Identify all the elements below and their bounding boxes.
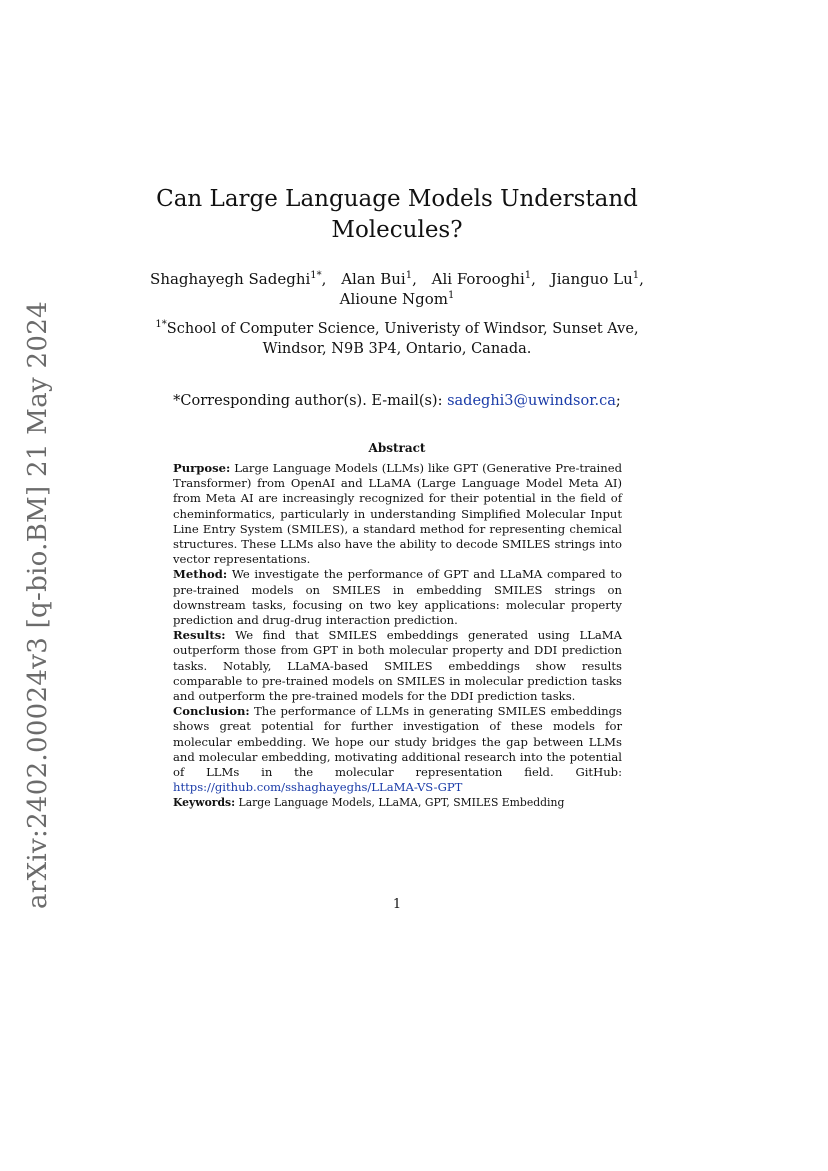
- section-label: Purpose:: [173, 461, 231, 475]
- abstract-purpose: [173, 461, 622, 567]
- title-line-1: Can Large Language Models Understand: [156, 186, 638, 212]
- keywords-label: Keywords:: [173, 796, 236, 809]
- section-label: Method:: [173, 567, 228, 582]
- title-line-2: Molecules?: [331, 217, 463, 243]
- page-number: 1: [392, 897, 402, 912]
- author-affil-mark: 1*: [310, 270, 322, 281]
- corresponding-prefix: *Corresponding author(s). E-mail(s):: [173, 393, 448, 409]
- arxiv-identifier: arXiv:2402.00024v3 [q-bio.BM] 21 May 2024: [23, 301, 53, 909]
- abstract-results: [173, 628, 622, 704]
- section-text: The performance of LLMs in generating SMILES embeddings shows great potential for further investigation of these models for molecular embedding. We hope our study bridges the gap between LLMs and molecular embedding, motivating additional research into the potential of LLMs in the molecular representation field. GitHub:: [173, 704, 622, 780]
- email-link[interactable]: sadeghi3@uwindsor.ca: [447, 393, 616, 409]
- affiliation-mark: 1*: [155, 319, 167, 331]
- author-name: Alan Bui: [341, 270, 406, 288]
- abstract-heading: Abstract: [368, 441, 426, 455]
- keywords-text: Large Language Models, LLaMA, GPT, SMILES Embedding: [235, 796, 565, 809]
- affiliation-line-2: Windsor, N9B 3P4, Ontario, Canada.: [262, 341, 532, 357]
- section-label: Results:: [173, 628, 226, 643]
- author-affil-mark: 1: [405, 270, 413, 281]
- section-text: We find that SMILES embeddings generated using LLaMA outperform those from GPT in both molecular property and DDI prediction tasks. Notably, LLaMA-based SMILES embeddings show results comparable to pre-trained models on SMILES in molecular prediction tasks and outperform the pre-trained models for the DDI prediction tasks.: [173, 628, 622, 704]
- corresponding-author: [140, 391, 654, 411]
- section-text: We investigate the performance of GPT and LLaMA compared to pre-trained models on SMILES in embedding SMILES strings on downstream tasks, focusing on two key applications: molecular property prediction and drug-drug interaction prediction.: [173, 567, 622, 628]
- author-list: Shaghayegh Sadeghi$^{1*}$, Alan Bui$^1$, Ali Forooghi$^1$, Jianguo Lu$^1$, Alioune Ngom$^1$: [150, 270, 644, 308]
- author-name: Ali Forooghi: [431, 270, 525, 288]
- author-name: Shaghayegh Sadeghi: [150, 270, 311, 288]
- github-link[interactable]: https://github.com/sshaghayeghs/LLaMA-VS-GPT: [173, 780, 463, 795]
- author-affil-mark: 1: [448, 290, 455, 301]
- author-name: Jianguo Lu: [550, 270, 633, 288]
- paper-title: [140, 184, 654, 246]
- author-name: Alioune Ngom: [339, 290, 449, 308]
- abstract-conclusion: [173, 704, 622, 795]
- abstract-body: [173, 461, 622, 795]
- affiliation: [140, 319, 654, 359]
- keywords: [173, 796, 622, 810]
- author-affil-mark: 1: [524, 270, 532, 281]
- corresponding-suffix: ;: [615, 393, 621, 409]
- section-label: Conclusion:: [173, 704, 250, 719]
- arxiv-sidebar: [14, 301, 62, 909]
- affiliation-line-1: School of Computer Science, Univeristy of Windsor, Sunset Ave,: [166, 321, 639, 337]
- author-affil-mark: 1: [632, 270, 640, 281]
- section-text: Large Language Models (LLMs) like GPT (Generative Pre-trained Transformer) from OpenAI and LLaMA (Large Language Model Meta AI) from Meta AI are increasingly recognized for their potential in the field of cheminformatics, particularly in understanding Simplified Molecular Input Line Entry System (SMILES), a standard method for representing chemical structures. These LLMs also have the ability to decode SMILES strings into vector representations.: [173, 461, 622, 567]
- abstract-method: [173, 567, 622, 628]
